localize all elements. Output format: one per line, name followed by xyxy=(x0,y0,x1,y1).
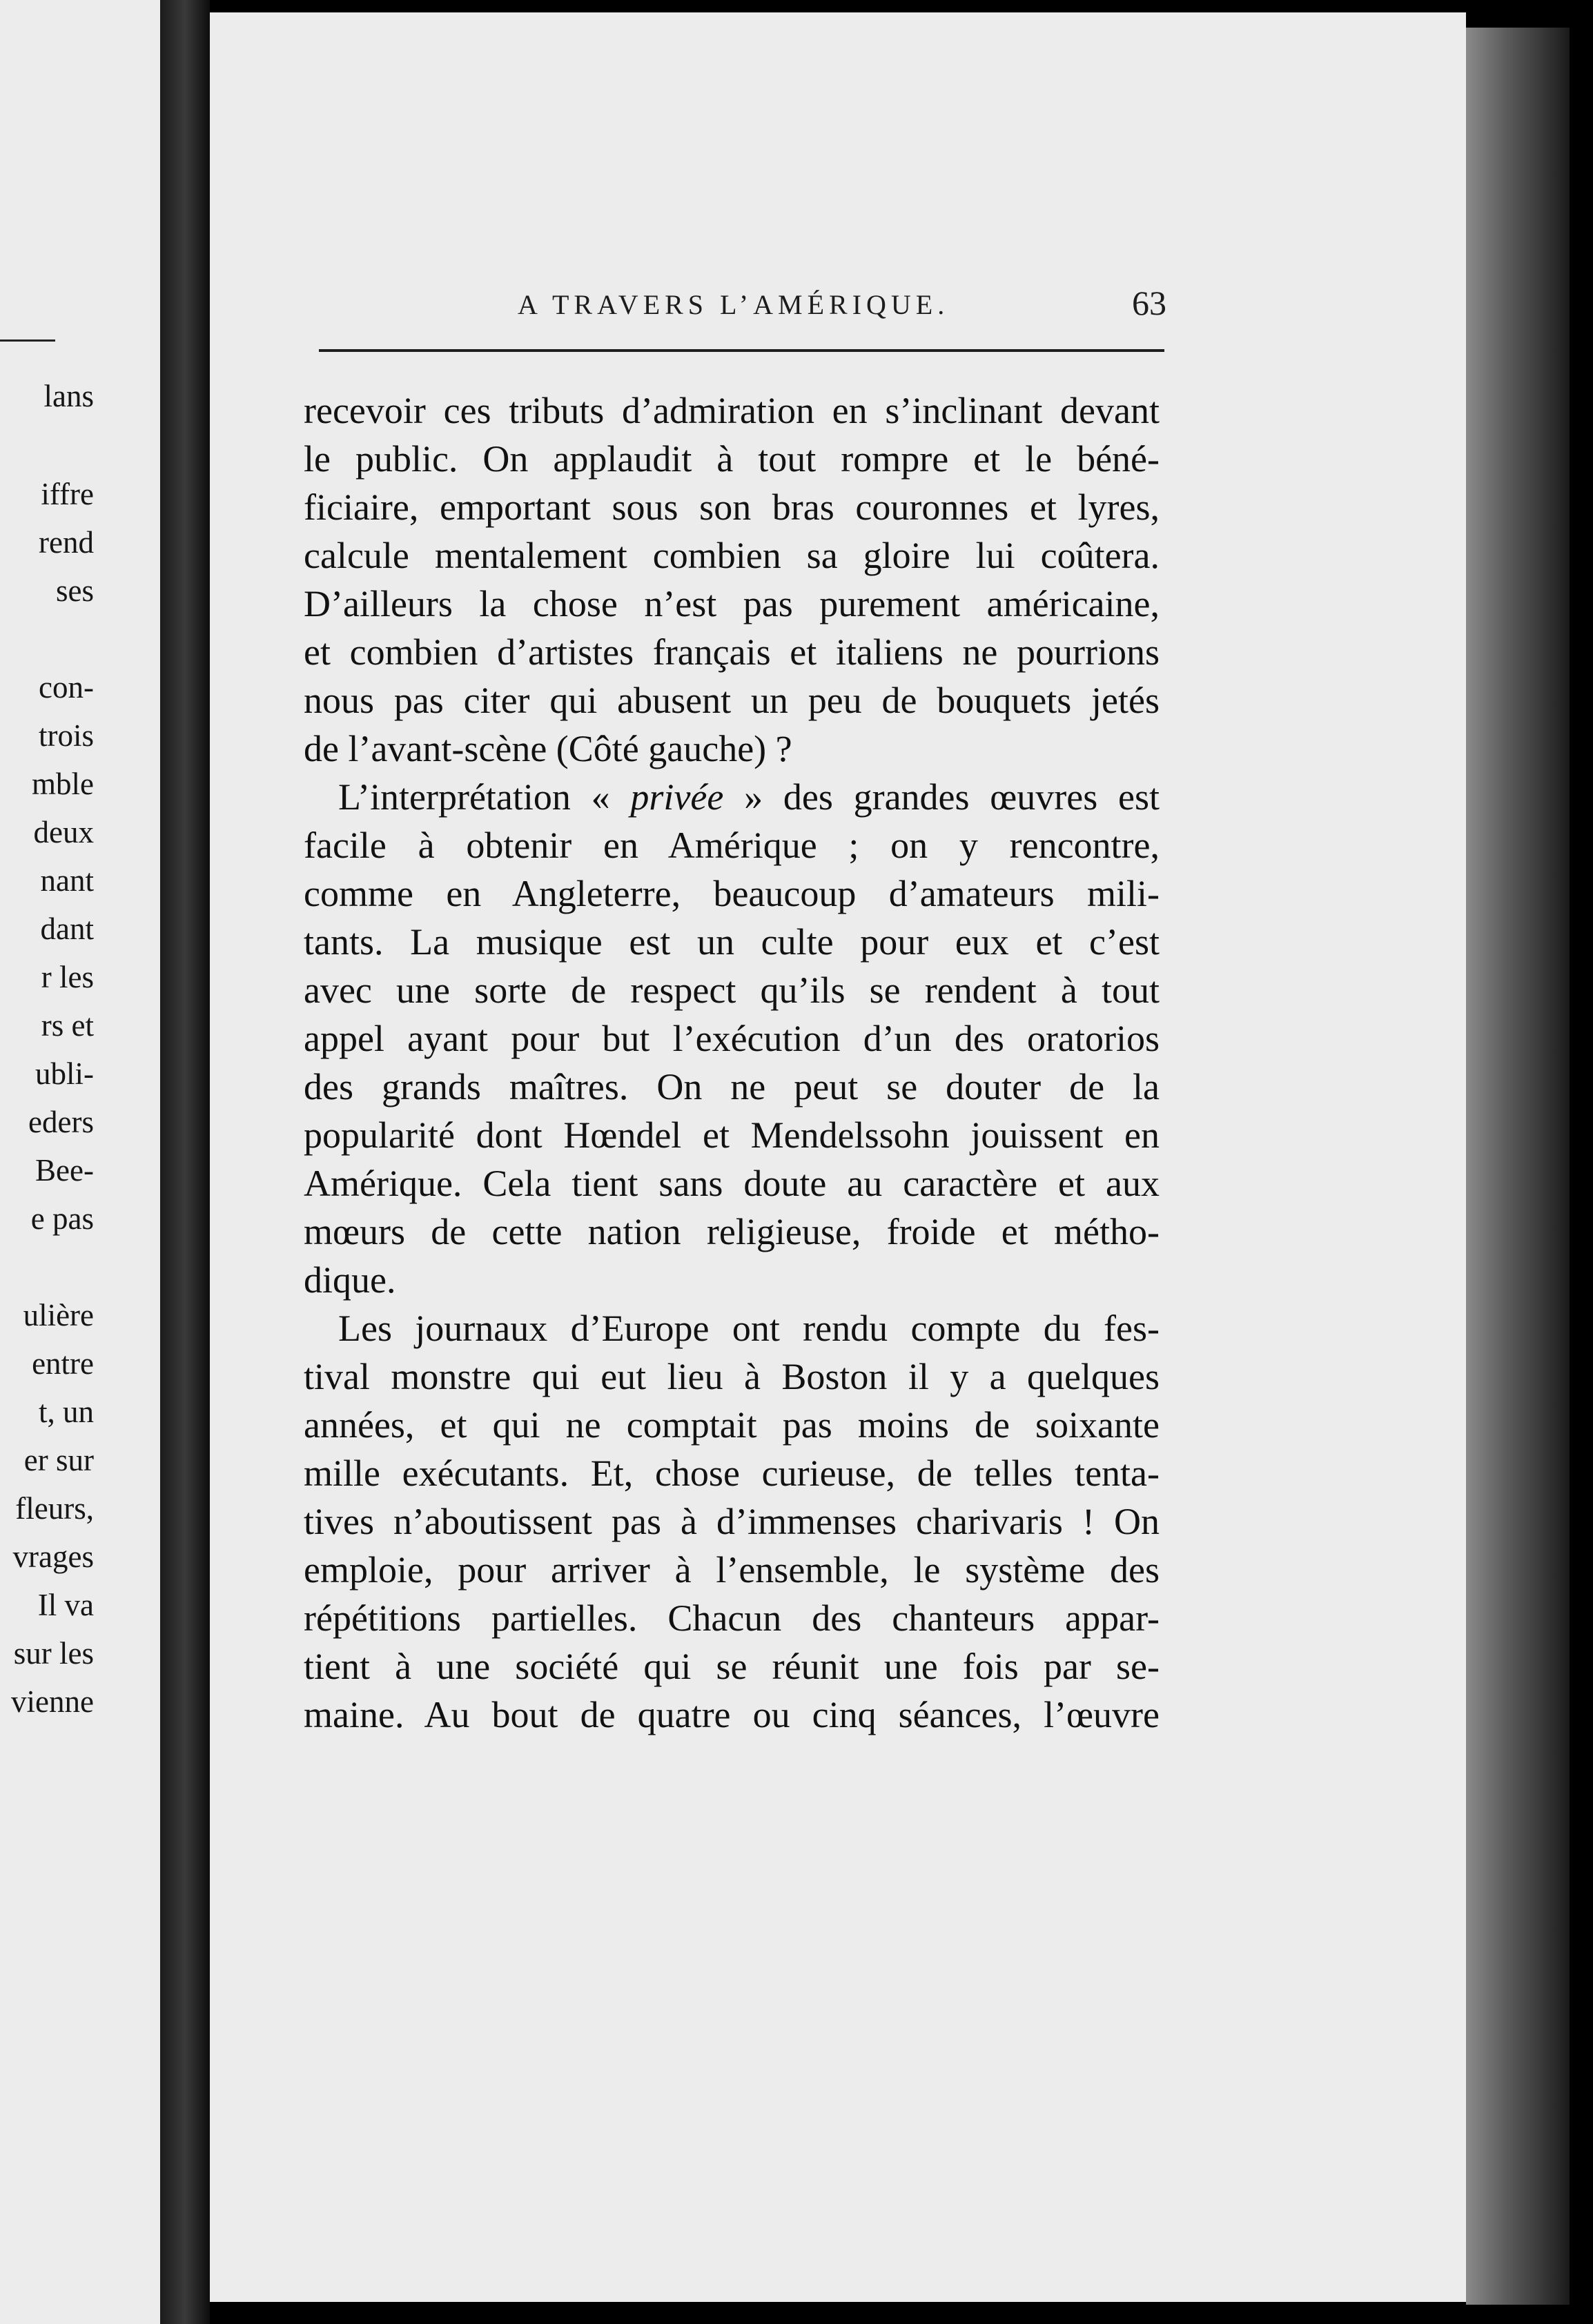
text-line: appel ayant pour but l’exécution d’un des oratorios xyxy=(304,1018,1160,1059)
text-line: nous pas citer qui abusent un peu de bouquets jetés xyxy=(304,680,1160,721)
previous-page-line: ses xyxy=(56,573,94,608)
previous-page-line: vienne xyxy=(11,1684,94,1719)
previous-page-line: t, un xyxy=(38,1395,94,1429)
text-line: facile à obtenir en Amérique ; on y rencontre, xyxy=(304,825,1160,866)
previous-page-line: entre xyxy=(32,1346,94,1381)
previous-page-line: con- xyxy=(39,670,94,705)
previous-page-line: rs et xyxy=(41,1008,94,1043)
text-line: dique. xyxy=(304,1259,396,1301)
running-title: A TRAVERS L’AMÉRIQUE. xyxy=(518,289,950,320)
previous-page-line: dant xyxy=(40,912,94,946)
previous-page-line: vrages xyxy=(12,1539,94,1574)
previous-page-line: ulière xyxy=(23,1298,94,1332)
previous-page-line: sur les xyxy=(13,1636,94,1671)
text-line: tient à une société qui se réunit une fois par se- xyxy=(304,1646,1160,1687)
text-line: des grands maîtres. On ne peut se douter de la xyxy=(304,1066,1160,1107)
text-line: ficiaire, emportant sous son bras couronnes et lyres, xyxy=(304,486,1160,528)
text-line: Amérique. Cela tient sans doute au caractère et aux xyxy=(304,1163,1160,1204)
text-line: comme en Angleterre, beaucoup d’amateurs mili- xyxy=(304,873,1160,914)
text-line: mœurs de cette nation religieuse, froide et métho- xyxy=(304,1211,1160,1252)
text-line xyxy=(304,773,1160,821)
previous-page-line: rend xyxy=(39,525,94,560)
text-line: tival monstre qui eut lieu à Boston il y a quelques xyxy=(304,1356,1160,1397)
text-line: avec une sorte de respect qu’ils se rendent à tout xyxy=(304,969,1160,1011)
text-line: tants. La musique est un culte pour eux et c’est xyxy=(304,921,1160,963)
text-line: Les journaux d’Europe ont rendu compte du fes- xyxy=(338,1308,1160,1349)
previous-page-line: lans xyxy=(43,379,94,413)
page-edge-shadow xyxy=(1466,28,1570,2305)
running-head-rule xyxy=(319,349,1164,352)
previous-page-line: er sur xyxy=(23,1443,94,1477)
running-head xyxy=(331,283,1166,324)
text-line: recevoir ces tributs d’admiration en s’inclinant devant xyxy=(304,390,1160,431)
text-segment: L’interprétation « xyxy=(338,776,631,818)
text-line: le public. On applaudit à tout rompre et le béné- xyxy=(304,438,1160,480)
previous-page-line: r les xyxy=(41,960,94,994)
text-line: répétitions partielles. Chacun des chanteurs appar- xyxy=(304,1597,1160,1639)
text-line: popularité dont Hœndel et Mendelssohn jouissent en xyxy=(304,1114,1160,1156)
previous-page-line: ubli- xyxy=(35,1056,94,1091)
page-number: 63 xyxy=(1132,284,1166,322)
text-line: maine. Au bout de quatre ou cinq séances, l’œuvre xyxy=(304,1694,1160,1735)
italic-word: privée xyxy=(630,776,724,818)
text-line: tives n’aboutissent pas à d’immenses charivaris ! On xyxy=(304,1501,1160,1542)
previous-page-line: nant xyxy=(40,863,94,898)
previous-page-fragment xyxy=(0,0,160,2324)
previous-page-line: eders xyxy=(28,1105,94,1139)
text-line: D’ailleurs la chose n’est pas purement américaine, xyxy=(304,583,1160,624)
previous-page-line: mble xyxy=(32,767,94,801)
text-line: calcule mentalement combien sa gloire lui coûtera. xyxy=(304,535,1160,576)
text-line: de l’avant-scène (Côté gauche) ? xyxy=(304,728,792,769)
previous-page-line: trois xyxy=(38,718,94,753)
previous-page-line: Bee- xyxy=(35,1153,94,1188)
previous-page-line: Il va xyxy=(37,1588,94,1622)
previous-page-line: e pas xyxy=(30,1201,94,1236)
previous-page-head-rule xyxy=(0,339,55,342)
previous-page-line: iffre xyxy=(41,477,94,511)
body-text xyxy=(304,386,1160,1739)
book-gutter xyxy=(160,0,210,2324)
text-line: et combien d’artistes français et italiens ne pourrions xyxy=(304,631,1160,673)
text-line: mille exécutants. Et, chose curieuse, de telles tenta- xyxy=(304,1452,1160,1494)
previous-page-line: deux xyxy=(33,815,94,849)
previous-page-line: fleurs, xyxy=(15,1491,94,1526)
text-segment: » des grandes œuvres est xyxy=(723,776,1160,818)
text-line: emploie, pour arriver à l’ensemble, le système des xyxy=(304,1549,1160,1591)
text-line: années, et qui ne comptait pas moins de soixante xyxy=(304,1404,1160,1446)
